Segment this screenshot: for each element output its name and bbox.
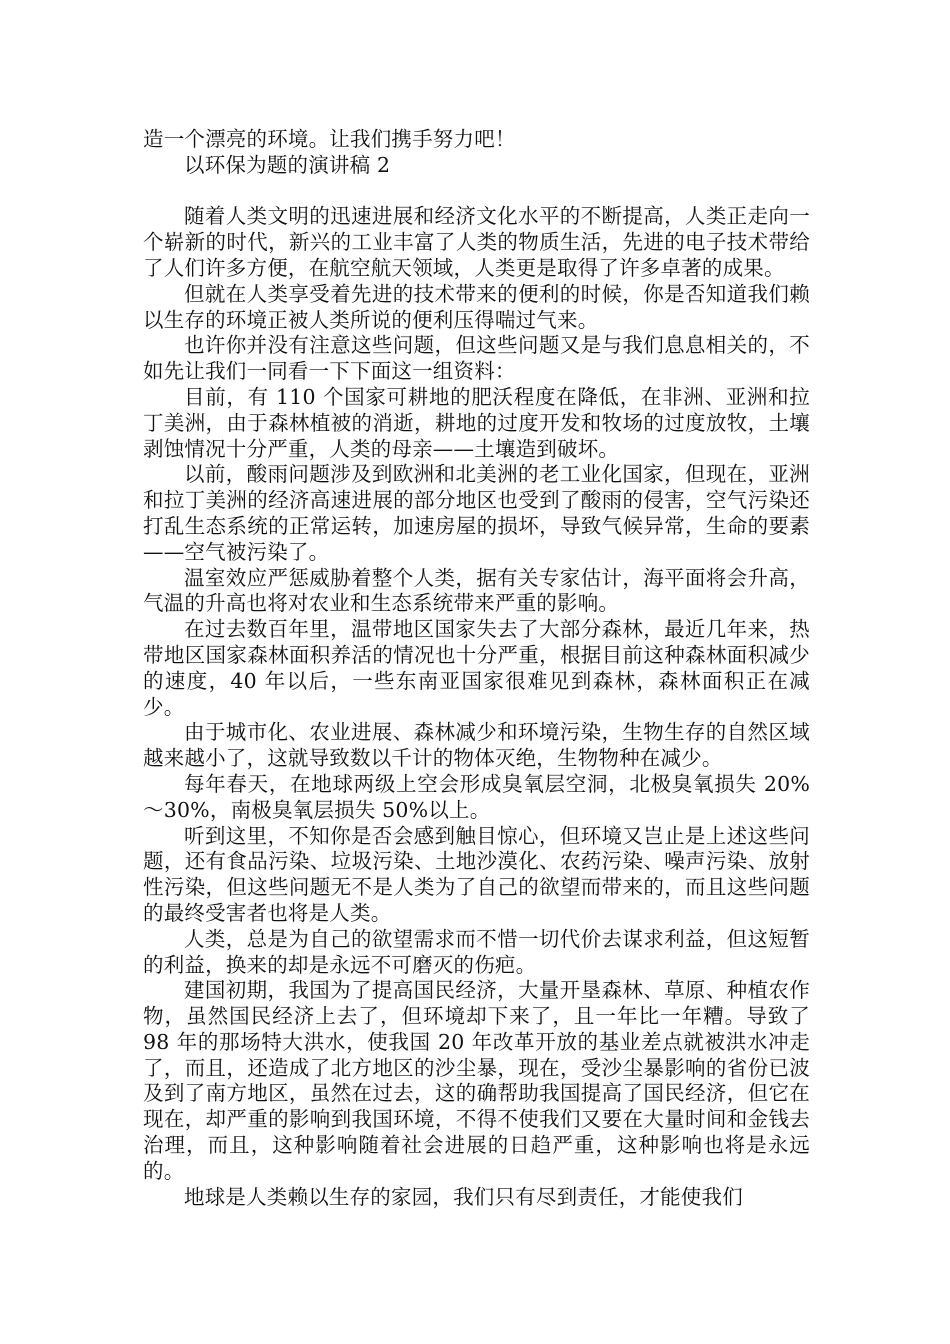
document-page [143,127,810,1210]
paragraph-13: 地球是人类赖以生存的家园，我们只有尽到责任，才能使我们 [184,1184,743,1209]
speech-title: 以环保为题的演讲稿 2 [184,152,391,177]
paragraph-6: 温室效应严惩威胁着整个人类，据有关专家估计，海平面将会升高，气温的升高也将对农业和生态系统带来严重的影响。 [143,565,810,616]
paragraph-1: 随着人类文明的迅速进展和经济文化水平的不断提高，人类正走向一个崭新的时代，新兴的工业丰富了人类的物质生活，先进的电子技术带给了人们许多方便，在航空航天领域，人类更是取得了许多卓著的成果。 [143,204,810,280]
blank-line [143,179,810,205]
paragraph-5: 以前，酸雨问题涉及到欧洲和北美洲的老工业化国家，但现在，亚洲和拉丁美洲的经济高速进展的部分地区也受到了酸雨的侵害，空气污染还打乱生态系统的正常运转，加速房屋的损坏，导致气候异常，生命的要素——空气被污染了。 [143,462,810,564]
paragraph-10: 听到这里，不知你是否会感到触目惊心，但环境又岂止是上述这些问题，还有食品污染、垃圾污染、土地沙漠化、农药污染、噪声污染、放射性污染，但这些问题无不是人类为了自己的欲望而带来的，而且这些问题的最终受害者也将是人类。 [143,823,810,925]
paragraph-3: 也许你并没有注意这些问题，但这些问题又是与我们息息相关的，不如先让我们一同看一下下面这一组资料： [143,333,810,384]
paragraph-11: 人类，总是为自己的欲望需求而不惜一切代价去谋求利益，但这短暂的利益，换来的却是永远不可磨灭的伤疤。 [143,926,810,977]
paragraph-2: 但就在人类享受着先进的技术带来的便利的时候，你是否知道我们赖以生存的环境正被人类所说的便利压得喘过气来。 [143,281,810,332]
paragraph-8: 由于城市化、农业进展、森林减少和环境污染，生物生存的自然区域越来越小了，这就导致数以千计的物体灭绝，生物物种在减少。 [143,720,810,771]
continuation-line: 造一个漂亮的环境。让我们携手努力吧！ [143,127,516,151]
paragraph-7: 在过去数百年里，温带地区国家失去了大部分森林，最近几年来，热带地区国家森林面积养活的情况也十分严重，根据目前这种森林面积减少的速度，40 年以后，一些东南亚国家很难见到森林，森林面积正在减少。 [143,617,810,719]
paragraph-4: 目前，有 110 个国家可耕地的肥沃程度在降低，在非洲、亚洲和拉丁美洲，由于森林植被的消逝，耕地的过度开发和牧场的过度放牧，土壤剥蚀情况十分严重，人类的母亲——土壤造到破坏。 [143,384,810,461]
paragraph-9: 每年春天，在地球两级上空会形成臭氧层空洞，北极臭氧损失 20%～30%，南极臭氧层损失 50%以上。 [143,771,810,822]
paragraph-12: 建国初期，我国为了提高国民经济，大量开垦森林、草原、种植农作物，虽然国民经济上去了，但环境却下来了，且一年比一年糟。导致了 98 年的那场特大洪水，使我国 20 年改革开放的基业差点就被洪水冲走了，而且，还造成了北方地区的沙尘暴，现在，受沙尘暴影响的省份已波及到了南方地区，虽然在过去，这的确帮助我国提高了国民经济，但它在现在，却严重的影响到我国环境，不得不使我们又要在大量时间和金钱去治理，而且，这种影响随着社会进展的日趋严重，这种影响也将是永远的。 [143,978,810,1183]
